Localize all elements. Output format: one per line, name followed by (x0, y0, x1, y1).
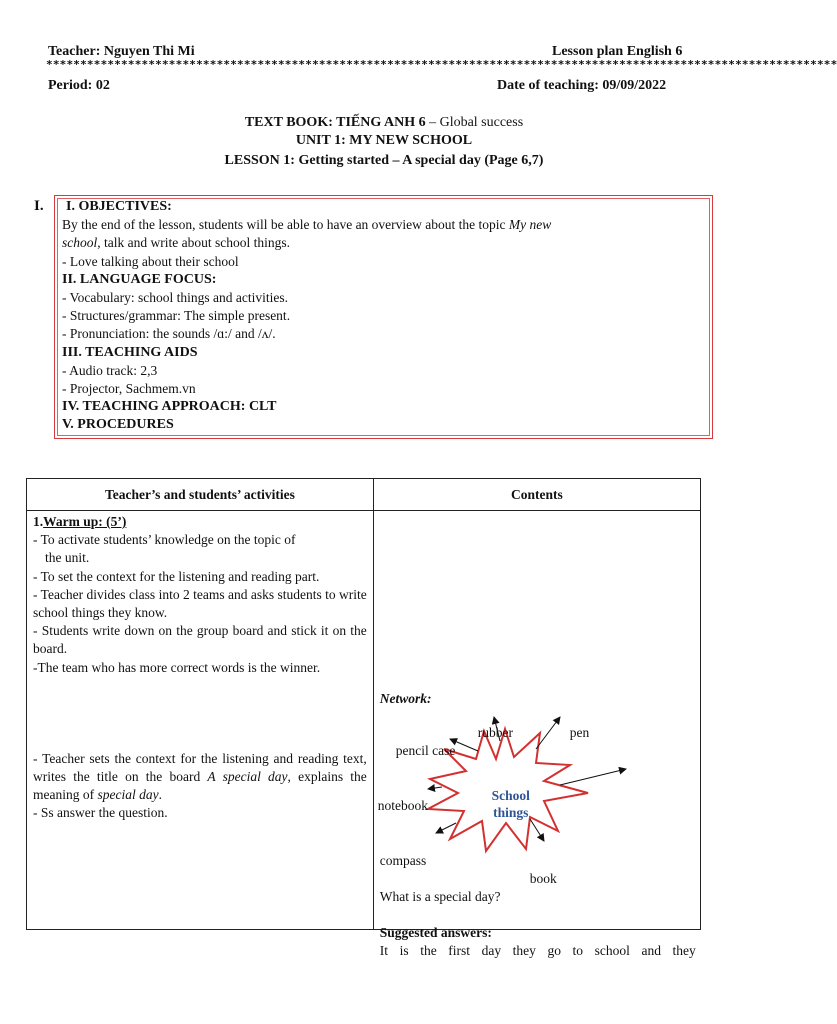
network-label: Network: (379, 691, 432, 706)
language-focus-heading: II. LANGUAGE FOCUS: (62, 271, 217, 287)
activity-line: - Teacher sets the context for the listening and reading text, writes the title on the board A special day, explains the meaning of special day. (33, 750, 367, 803)
lesson-plan-label: Lesson plan English 6 (552, 44, 683, 59)
suggested-answer-text: It is the first day they go to school and they (379, 943, 696, 958)
table-header-row (27, 479, 701, 511)
objectives-heading: I. OBJECTIVES: (66, 199, 172, 214)
star-divider: ******************************************************************************************************************** (46, 58, 837, 71)
teaching-approach-heading: IV. TEACHING APPROACH: CLT (62, 399, 277, 415)
textbook-title (0, 115, 768, 131)
textbook-name: TEXT BOOK: TIẾNG ANH 6 (244, 115, 426, 130)
teaching-aids-heading: III. TEACHING AIDS (62, 344, 198, 360)
activity-line: - Teacher divides class into 2 teams and asks students to write school things they know. (33, 586, 367, 621)
column-header-activities: Teacher’s and students’ activities (27, 479, 374, 511)
activity-line: - Students write down on the group board and stick it on the board. (33, 623, 367, 657)
question-text: What is a special day? (379, 889, 501, 904)
warmup-heading: 1.Warm up: (5’) (33, 514, 127, 529)
network-diagram (374, 701, 701, 941)
objective-line: By the end of the lesson, students will be able to have an overview about the topic My new (62, 217, 552, 233)
unit-title: UNIT 1: MY NEW SCHOOL (295, 133, 473, 148)
suggested-answers-heading: Suggested answers: (379, 925, 492, 940)
objective-line: - Love talking about their school (62, 253, 239, 269)
table-row (27, 511, 701, 930)
word-notebook: notebook (377, 798, 429, 813)
star-label: School things (491, 788, 530, 820)
language-focus-item: - Structures/grammar: The simple present. (62, 308, 291, 324)
activity-line: the unit. (45, 550, 90, 566)
date-of-teaching: Date of teaching: 09/09/2022 (497, 78, 667, 93)
procedures-heading: V. PROCEDURES (62, 417, 174, 433)
word-rubber: rubber (477, 725, 514, 740)
language-focus-item: - Pronunciation: the sounds /ɑ:/ and /ʌ/. (62, 326, 276, 342)
word-pencil-case: pencil case (395, 743, 456, 758)
activity-line: - To set the context for the listening and reading part. (33, 568, 320, 584)
procedures-table (26, 478, 701, 958)
contents-cell (373, 511, 700, 958)
activity-line: -The team who has more correct words is the winner. (33, 659, 321, 675)
arrow-to-right (560, 769, 626, 785)
activity-line: - Ss answer the question. (33, 805, 168, 821)
objectives-content (62, 198, 702, 435)
objective-line: school, talk and write about school things. (62, 235, 290, 251)
section-roman-numeral: I. (34, 198, 44, 214)
activity-line: - To activate students’ knowledge on the topic of (33, 532, 296, 548)
teacher-name: Teacher: Nguyen Thi Mi (48, 44, 195, 59)
activities-cell (27, 511, 374, 930)
word-book: book (529, 871, 557, 886)
lesson-title: LESSON 1: Getting started – A special day (Page 6,7) (224, 153, 544, 168)
teaching-aid-item: - Audio track: 2,3 (62, 362, 158, 378)
column-header-contents: Contents (373, 479, 700, 511)
teaching-aid-item: - Projector, Sachmem.vn (62, 381, 196, 397)
language-focus-item: - Vocabulary: school things and activities. (62, 290, 288, 306)
word-compass: compass (379, 853, 427, 868)
textbook-edition: – Global success (425, 115, 524, 130)
word-pen: pen (569, 725, 590, 740)
arrow-to-notebook (428, 787, 442, 789)
period-label: Period: 02 (48, 78, 110, 93)
spacer (33, 677, 367, 750)
